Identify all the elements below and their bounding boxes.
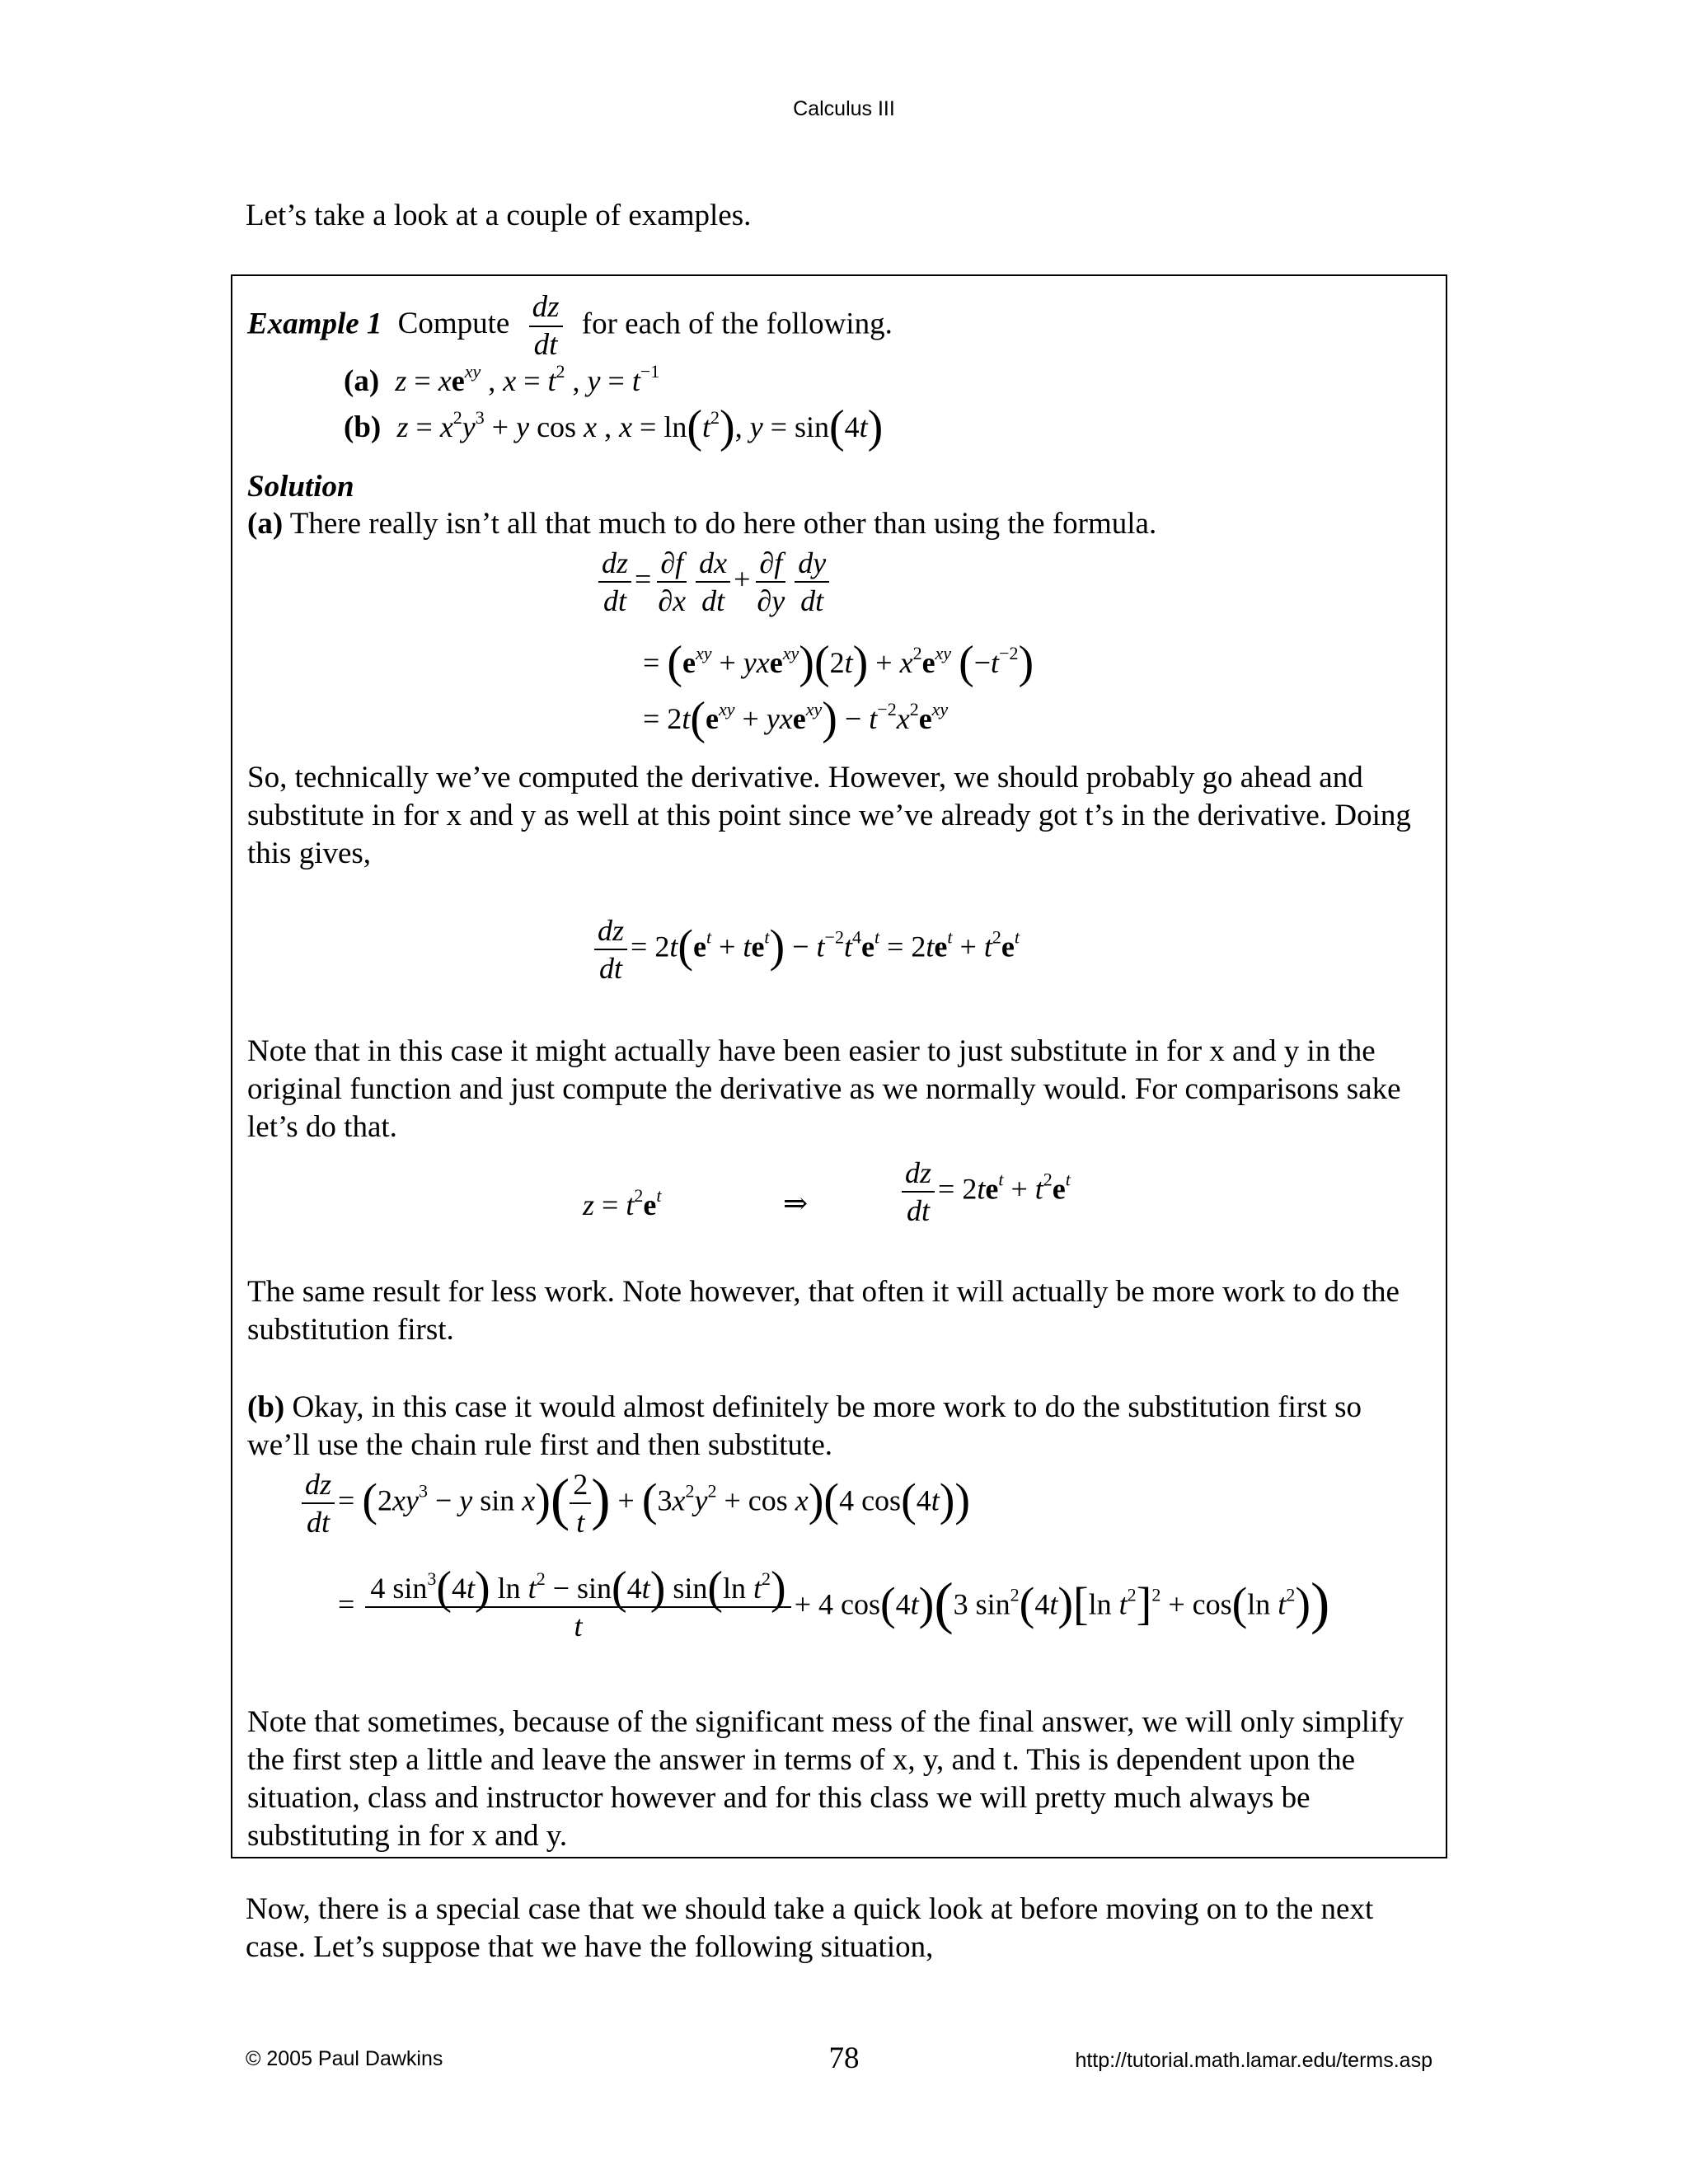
example-prompt-pre: Compute: [397, 307, 510, 341]
example-box: [231, 274, 1447, 1858]
paragraph-same-result: The same result for less work. Note however, that often it will actually be more work to do the substitution first.: [247, 1275, 1400, 1347]
footer-copyright: © 2005 Paul Dawkins: [246, 2047, 443, 2070]
paragraph-substitute: So, technically we’ve computed the derivative. However, we should probably go ahead and substitute in for x and y as well at this point since we’ve already got t’s in the derivative. Doing this gives,: [247, 761, 1411, 870]
part-a-statement: (a) $z = xe^{xy}$ , $x = t^2$ , $y = t^{-1}$: [344, 361, 660, 398]
part-b-intro: (b) Okay, in this case it would almost definitely be more work to do the substitution first so we’ll use the chain rule first and then substitute.: [247, 1390, 1362, 1462]
part-b-label: (b): [344, 410, 382, 444]
intro-text: Let’s take a look at a couple of examples.: [246, 199, 752, 232]
outro-text: Now, there is a special case that we should take a quick look at before moving on to the next case. Let’s suppose that we have the following situation,: [246, 1892, 1374, 1964]
part-a-label: (a): [344, 364, 380, 398]
footer-url[interactable]: http://tutorial.math.lamar.edu/terms.asp: [1075, 2049, 1432, 2072]
part-b-statement: (b) $z = x^2y^3 + y$ cos x , $x = \ln(t^2)$, y = sin(4t): [344, 401, 884, 452]
example-heading: Example 1 Compute $\frac{dz}{dt}$ for each of the following.: [247, 290, 893, 362]
solution-label: Solution: [247, 470, 354, 504]
part-b-step-2: = $\frac{4 \sin^3(4t) \ln t^2 - \sin(4t) \sin(\ln t^2)}{t}$ + 4 cos(4t)(3 $\sin^2(4t)[\ln$ $t^2]^2 + \cos(\ln$ $t^2$)): [338, 1563, 1330, 1643]
step-1-equation: = $(e^{xy} + yxe^{xy})(2t) + x^2e^{xy}$ $(-t^{-2})$: [643, 637, 1034, 688]
footer-page-number: 78: [828, 2041, 860, 2075]
paragraph-note-2: Note that sometimes, because of the significant mess of the final answer, we will only simplify the first step a little and leave the answer in terms of x, y, and t. This is dependent upon the situation, class and instructor however and for this class we will pretty much always be substituting in for x and y.: [247, 1705, 1404, 1853]
part-b-step-1: $\frac{dz}{dt}$ = ($2xy^3 - y$ sin x)( $\frac{2}{t}$ ) + $(3x^2y^2 + \cos x)(4$ cos(4t)): [298, 1466, 970, 1540]
step-2-equation: = $2t(e^{xy} + yxe^{xy}) - t^{-2}x^2e^{xy}$: [643, 693, 949, 744]
direct-function: $z = t^2e^t$: [583, 1185, 662, 1221]
part-a-intro: (a) There really isn’t all that much to do here other than using the formula.: [247, 507, 1157, 541]
running-header: Calculus III: [793, 97, 895, 120]
example-label: Example 1: [247, 307, 382, 341]
chain-rule-formula: $\frac{dz}{dt}$ = $\frac{\partial f}{\partial x}$ $\frac{dx}{dt}$ + $\frac{\partial f}{\partial y}$ $\frac{dy}{dt}$: [595, 545, 832, 619]
direct-derivative: $\frac{dz}{dt}$ = $2te^t + t^2e^t$: [898, 1155, 1071, 1229]
substituted-derivative: $\frac{dz}{dt}$ = $2t(e^t + te^t) - t^{-2}t^4e^t = 2te^t + t^2e^t$: [591, 912, 1020, 987]
example-prompt-post: for each of the following.: [581, 307, 893, 341]
paragraph-note-1: Note that in this case it might actually have been easier to just substitute in for x and y in the original function and just compute the derivative as we normally would. For comparisons sake let’s do that.: [247, 1034, 1401, 1144]
implies-arrow: ⇒: [783, 1187, 809, 1220]
